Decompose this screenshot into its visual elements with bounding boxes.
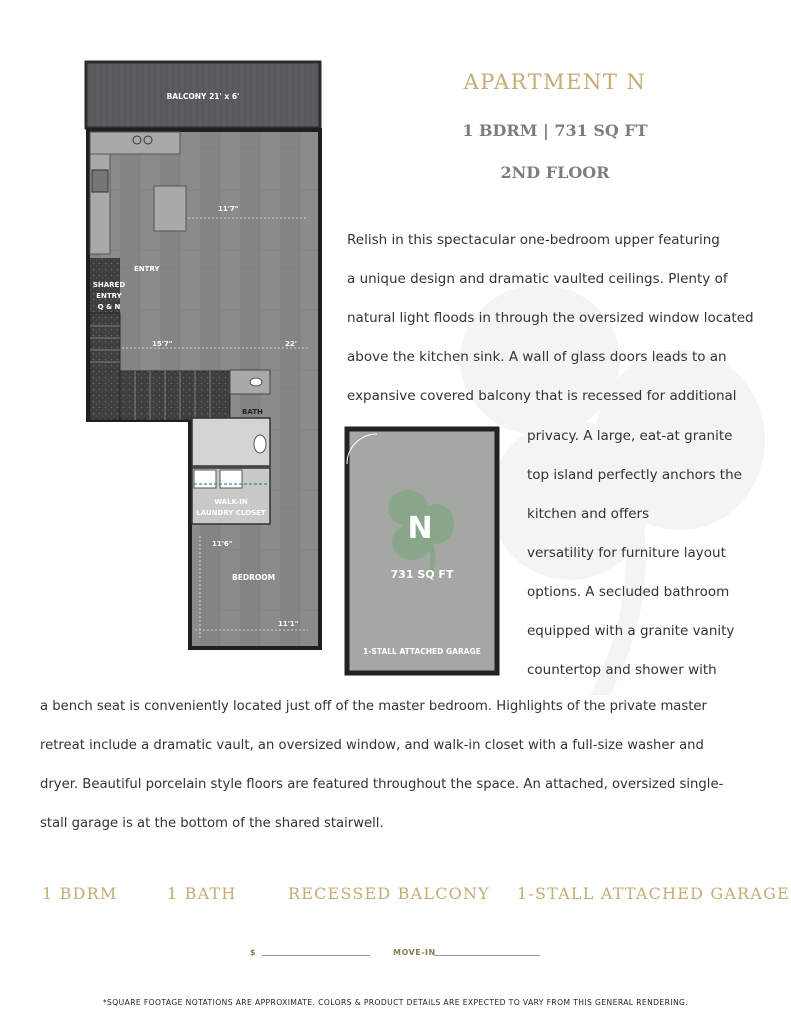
garage-label: 1-STALL ATTACHED GARAGE	[363, 647, 481, 656]
feature-balcony: RECESSED BALCONY	[288, 884, 490, 903]
dim-left-label: 15'7"	[152, 340, 173, 348]
description-line: equipped with a granite vanity	[527, 623, 735, 639]
balcony-label: BALCONY 21' x 6'	[166, 92, 240, 101]
garage-plan	[344, 426, 500, 676]
walkin-label-1: WALK-IN	[214, 498, 248, 506]
description-line: expansive covered balcony that is recessed for additional	[347, 388, 737, 404]
price-field[interactable]	[262, 955, 370, 956]
apartment-size: 1 BDRM | 731 SQ FT	[462, 121, 648, 140]
description-line: options. A secluded bathroom	[527, 584, 730, 600]
garage-sqft: 731 SQ FT	[390, 568, 454, 581]
walkin-label-2: LAUNDRY CLOSET	[196, 509, 266, 517]
description-line: stall garage is at the bottom of the shared stairwell.	[40, 816, 384, 831]
price-label: $	[250, 948, 257, 957]
feature-bath: 1 BATH	[167, 884, 237, 903]
description-line: above the kitchen sink. A wall of glass doors leads to an	[347, 349, 727, 365]
bath-label: BATH	[242, 408, 263, 416]
garage-letter: N	[407, 511, 433, 546]
entry-label: ENTRY	[134, 265, 160, 273]
description-line: versatility for furniture layout	[527, 545, 726, 561]
movein-field[interactable]	[434, 955, 540, 956]
shared-entry-label-3: Q & N	[97, 303, 121, 311]
description-line: privacy. A large, eat-at granite	[527, 428, 733, 444]
disclaimer: *SQUARE FOOTAGE NOTATIONS ARE APPROXIMATE. COLORS & PRODUCT DETAILS ARE EXPECTED TO VARY FROM THIS GENERAL RENDERING.	[102, 998, 689, 1007]
dim-width-label: 11'7"	[218, 205, 239, 213]
feature-garage: 1-STALL ATTACHED GARAGE	[517, 884, 791, 903]
description-line: countertop and shower with	[527, 662, 717, 678]
floor-plan	[80, 58, 330, 650]
dim-bed-label: 11'6"	[212, 540, 233, 548]
description-line: Relish in this spectacular one-bedroom upper featuring	[347, 232, 720, 248]
dim-right-label: 22'	[285, 340, 297, 348]
feature-bedrooms: 1 BDRM	[42, 884, 118, 903]
description-line: dryer. Beautiful porcelain style floors are featured throughout the space. An attached, oversized single-	[40, 777, 724, 792]
description-line: a bench seat is conveniently located just off of the master bedroom. Highlights of the private master	[40, 699, 707, 714]
description-line: kitchen and offers	[527, 506, 650, 522]
bedroom-label: BEDROOM	[232, 573, 276, 582]
shared-entry-label-1: SHARED	[92, 281, 126, 289]
description-line: top island perfectly anchors the	[527, 467, 742, 483]
dim-bed-width-label: 11'1"	[278, 620, 299, 628]
apartment-floor: 2ND FLOOR	[500, 163, 610, 182]
shared-entry-label-2: ENTRY	[96, 292, 122, 300]
movein-label: MOVE-IN	[393, 948, 436, 957]
apartment-title: APARTMENT N	[463, 70, 647, 94]
description-line: retreat include a dramatic vault, an oversized window, and walk-in closet with a full-size washer and	[40, 738, 704, 753]
description-line: a unique design and dramatic vaulted ceilings. Plenty of	[347, 271, 728, 287]
description-line: natural light floods in through the oversized window located	[347, 310, 754, 326]
